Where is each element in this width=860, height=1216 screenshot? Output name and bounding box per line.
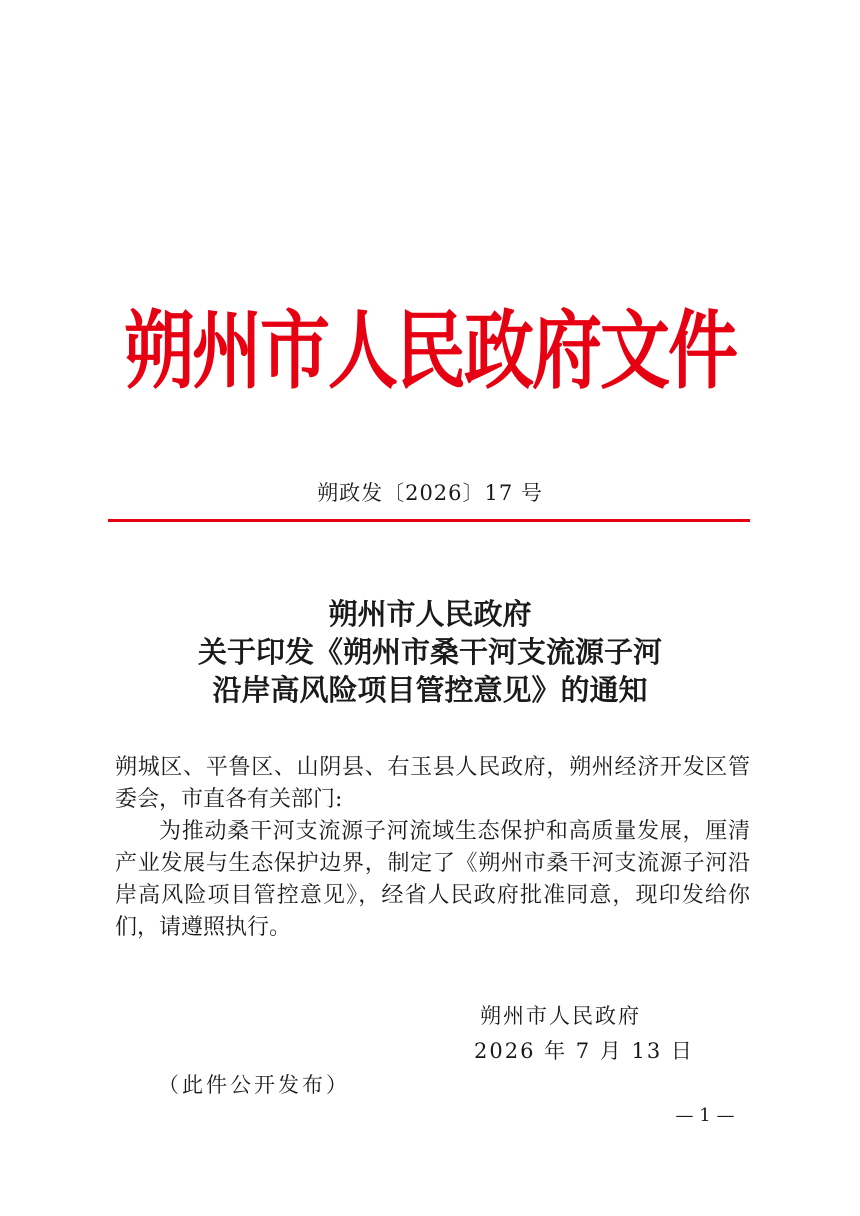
issue-date: 2026 年 7 月 13 日 bbox=[474, 1039, 694, 1063]
notice-title bbox=[0, 595, 860, 709]
document-number: 朔政发〔2026〕17 号 bbox=[317, 481, 543, 505]
public-release-note: （此件公开发布） bbox=[158, 1073, 350, 1097]
addressee: 朔城区、平鲁区、山阴县、右玉县人民政府，朔州经济开发区管委会，市直各有关部门: bbox=[115, 755, 750, 812]
red-separator-line bbox=[108, 519, 750, 522]
page-number: — 1 — bbox=[675, 1105, 735, 1126]
notice-title-line-1: 朔州市人民政府 bbox=[328, 597, 532, 631]
notice-body bbox=[115, 752, 750, 944]
issuer-signature: 朔州市人民政府 bbox=[480, 1004, 641, 1028]
masthead-title: 朔州市人民政府文件 bbox=[124, 299, 736, 402]
notice-title-line-2: 关于印发《朔州市桑干河支流源子河 bbox=[197, 635, 662, 669]
body-paragraph: 为推动桑干河支流源子河流域生态保护和高质量发展，厘清产业发展与生态保护边界，制定了《朔州市桑干河支流源子河沿岸高风险项目管控意见》，经省人民政府批准同意，现印发给你们，请遵照执行。 bbox=[115, 819, 750, 940]
notice-title-line-3: 沿岸高风险项目管控意见》的通知 bbox=[212, 673, 648, 707]
